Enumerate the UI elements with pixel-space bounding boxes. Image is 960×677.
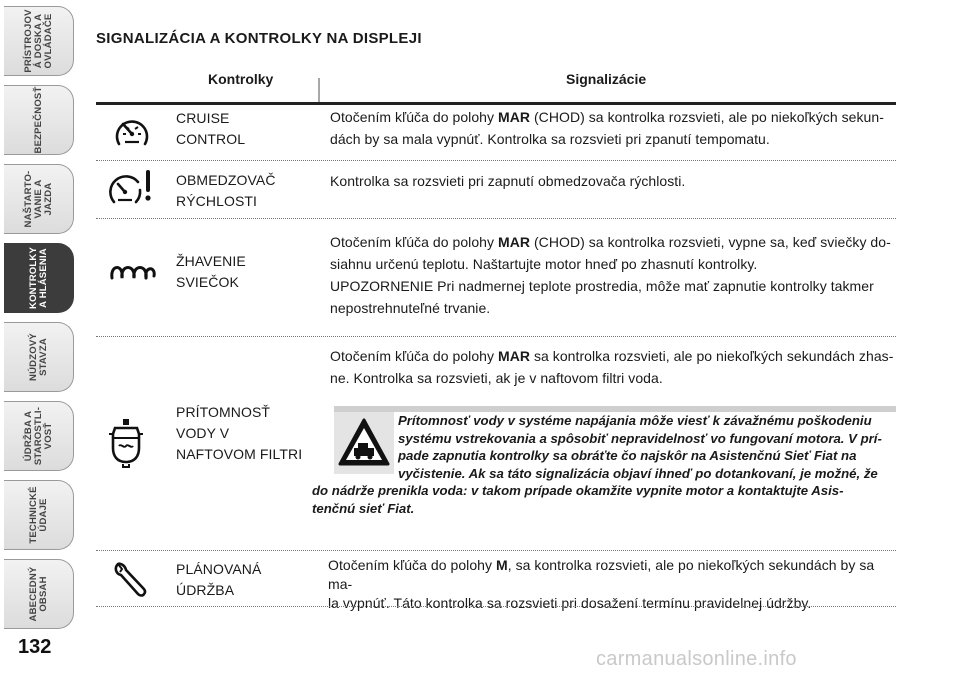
desc-line xyxy=(330,367,896,389)
desc-bold: MAR xyxy=(497,234,531,250)
tab-nastartovanie[interactable] xyxy=(4,164,74,234)
tab-label: NÚDZOVÝ STAVZA xyxy=(27,333,49,381)
row-divider xyxy=(96,160,896,161)
signalizacia-text xyxy=(330,231,896,319)
name-line: RÝCHLOSTI xyxy=(176,193,258,209)
warning-line: Prítomnosť vody v systéme napájania môže viesť k závažnému poškodeniu xyxy=(398,413,872,428)
signalizacia-text xyxy=(330,345,896,389)
water-in-fuel-filter-icon xyxy=(109,418,143,473)
kontrolka-name xyxy=(176,170,276,212)
page-number: 132 xyxy=(18,636,52,658)
name-line: SVIEČOK xyxy=(176,274,239,290)
glow-plug-icon xyxy=(108,258,158,289)
warning-line: systému vstrekovania a spôsobiť nepravidelnosť vo fungovaní motora. V prí- xyxy=(398,430,882,446)
warning-line: vyčistenie. Ak sa táto signalizácia objaví ihneď po dotankovaní, je možné, že xyxy=(398,465,878,481)
tab-label: ÚDRŽBA A STAROSTLI- VOSŤ xyxy=(22,406,54,466)
kontrolka-name xyxy=(176,559,261,601)
tab-nudzovy-stav[interactable] xyxy=(4,322,74,392)
speed-limiter-icon xyxy=(108,168,156,215)
tab-label: KONTROLKY A HLÁSENIA xyxy=(27,247,49,309)
desc-line xyxy=(330,128,896,150)
tab-label: ABECEDNÝ OBSAH xyxy=(27,566,49,622)
desc-line xyxy=(330,170,896,192)
tab-bezpecnost[interactable] xyxy=(4,85,74,155)
tab-label: NAŠTARTO- VANIE A JAZDA xyxy=(22,170,54,228)
desc-line xyxy=(330,106,896,128)
desc-line xyxy=(328,556,894,594)
desc-bold: MAR xyxy=(497,348,531,364)
name-line: NAFTOVOM FILTRI xyxy=(176,446,303,462)
name-line: PRÍTOMNOSŤ xyxy=(176,404,271,420)
row-divider xyxy=(96,550,896,551)
header-rule xyxy=(96,102,896,105)
name-line: PLÁNOVANÁ xyxy=(176,561,262,577)
signalizacia-text xyxy=(330,170,896,192)
cruise-control-icon xyxy=(111,114,153,155)
tab-abecedny-obsah[interactable] xyxy=(4,559,74,629)
name-line: CRUISE xyxy=(176,110,230,126)
desc-text: Otočením kľúča do polohy xyxy=(328,557,496,573)
row-divider xyxy=(96,606,896,607)
tab-technicke-udaje[interactable] xyxy=(4,480,74,550)
page-title: SIGNALIZÁCIA A KONTROLKY NA DISPLEJI xyxy=(96,30,422,47)
tab-label: TECHNICKÉ ÚDAJE xyxy=(27,486,49,544)
kontrolka-name xyxy=(176,251,246,293)
desc-line xyxy=(330,297,896,319)
desc-text: , sa kontrolka rozsvieti, ale po niekoľkých sekundách by sa ma- xyxy=(328,557,875,592)
section-sidebar xyxy=(4,6,74,632)
header-divider xyxy=(318,78,320,104)
watermark: carmanualsonline.info xyxy=(596,648,797,670)
desc-text: nepostrehnuteľné trvanie. xyxy=(330,300,491,316)
desc-bold: MAR xyxy=(497,109,531,125)
warning-line: pade zapnutia kontrolky sa obráťte čo najskôr na Asistenčnú Sieť Fiat na xyxy=(398,448,857,463)
desc-line xyxy=(328,594,894,613)
name-line: VODY V xyxy=(176,425,230,441)
desc-text: Otočením kľúča do polohy xyxy=(330,348,498,364)
maintenance-wrench-icon xyxy=(112,560,148,605)
desc-text: la vypnúť. Táto kontrolka sa rozsvieti pri dosažení termínu pravidelnej údržby. xyxy=(328,595,812,611)
desc-text: ne. Kontrolka sa rozsvieti, ak je v naftovom filtri voda. xyxy=(330,370,663,386)
signalizacia-text xyxy=(330,106,896,150)
name-line: CONTROL xyxy=(176,131,246,147)
warning-line: do nádrže prenikla voda: v takom prípade okamžite vypnite motor a kontaktujte Asis- xyxy=(312,483,844,498)
tab-label: BEZPEČNOSŤ xyxy=(32,86,44,154)
desc-text: UPOZORNENIE Pri nadmernej teplote prostredia, môže mať zapnutie kontrolky takmer xyxy=(330,278,874,294)
row-divider xyxy=(96,218,896,219)
desc-line xyxy=(330,231,896,253)
desc-text: (CHOD) sa kontrolka rozsvieti, vypne sa, keď sviečky do- xyxy=(530,234,891,250)
name-line: OBMEDZOVAČ xyxy=(176,172,276,188)
tab-kontrolky[interactable] xyxy=(4,243,74,313)
desc-line xyxy=(330,253,896,275)
column-header-signalizacie: Signalizácie xyxy=(566,71,647,87)
desc-text: Kontrolka sa rozsvieti pri zapnutí obmedzovača rýchlosti. xyxy=(330,173,686,189)
name-line: ÚDRŽBA xyxy=(176,582,235,598)
tab-udrzba[interactable] xyxy=(4,401,74,471)
kontrolka-name xyxy=(176,402,302,465)
desc-line xyxy=(330,275,896,297)
warning-line: tenčnú sieť Fiat. xyxy=(312,500,415,516)
desc-line xyxy=(330,345,896,367)
row-divider xyxy=(96,336,896,337)
warning-box xyxy=(312,406,896,516)
warning-text xyxy=(312,412,896,517)
kontrolka-name xyxy=(176,108,245,150)
desc-bold: M xyxy=(495,557,508,573)
desc-text: sa kontrolka rozsvieti, ale po niekoľkých sekundách zhas- xyxy=(530,348,894,364)
desc-text: dách by sa mala vypnúť. Kontrolka sa rozsvieti pri zpanutí tempomatu. xyxy=(330,131,770,147)
column-header-kontrolky: Kontrolky xyxy=(208,71,274,87)
desc-text: siahnu určenú teplotu. Naštartujte motor hneď po zhasnutí kontrolky. xyxy=(330,256,758,272)
desc-text: (CHOD) sa kontrolka rozsvieti, ale po niekoľkých sekun- xyxy=(530,109,884,125)
tab-label: PRÍSTROJOV Á DOSKA A OVLÁDAČE xyxy=(22,9,54,73)
name-line: ŽHAVENIE xyxy=(176,253,246,269)
desc-text: Otočením kľúča do polohy xyxy=(330,109,498,125)
tab-pristrojova-doska[interactable] xyxy=(4,6,74,76)
desc-text: Otočením kľúča do polohy xyxy=(330,234,498,250)
signalizacia-text xyxy=(328,556,894,613)
